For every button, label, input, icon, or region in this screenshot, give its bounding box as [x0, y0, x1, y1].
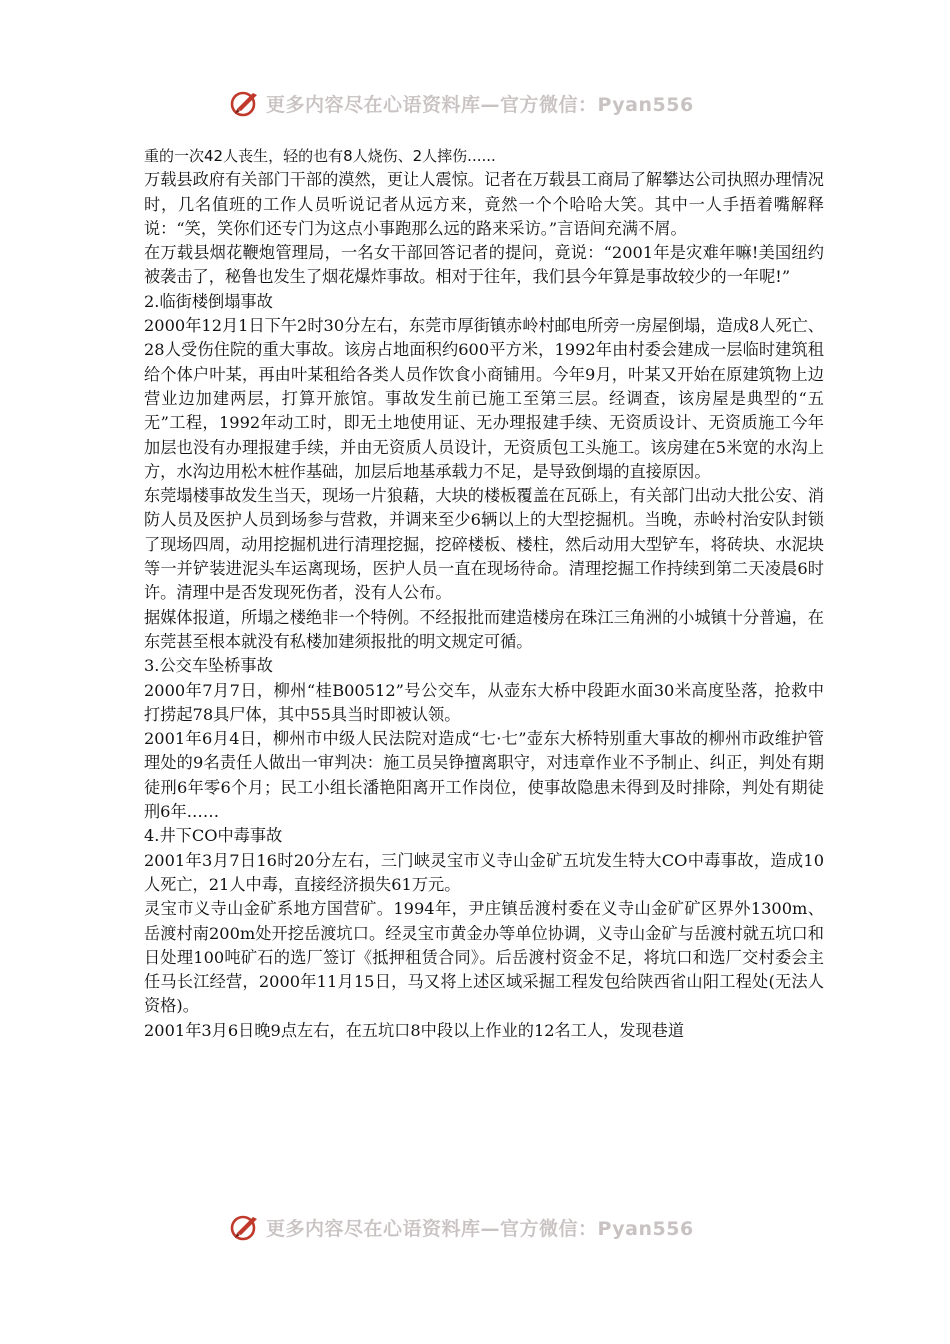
pen-logo-icon	[228, 1210, 262, 1244]
footer-watermark	[228, 1210, 748, 1244]
article-body	[144, 144, 824, 1043]
article-paragraph: 万载县政府有关部门干部的漠然，更让人震惊。记者在万载县工商局了解攀达公司执照办理情况时，几名值班的工作人员听说记者从远方来，竟然一个个哈哈大笑。其中一人手捂着嘴解释说：“笑，笑你们还专门为这点小事跑那么远的路来采访。”言语间充满不屑。	[144, 170, 824, 238]
header-watermark-text: 更多内容尽在心语资料库—官方微信：Pyan556	[266, 93, 694, 116]
article-paragraph: 2000年7月7日，柳州“桂B00512”号公交车，从壶东大桥中段距水面30米高度坠落，抢救中打捞起78具尸体，其中55具当时即被认领。	[144, 680, 824, 724]
header-watermark	[228, 86, 748, 120]
footer-watermark-text: 更多内容尽在心语资料库—官方微信：Pyan556	[266, 1217, 694, 1240]
article-paragraph: 2000年12月1日下午2时30分左右，东莞市厚街镇赤岭村邮电所旁一房屋倒塌，造成8人死亡、28人受伤住院的重大事故。该房占地面积约600平方米，1992年由村委会建成一层临时建筑租给个体户叶某，再由叶某租给各类人员作饮食小商铺用。今年9月，叶某又开始在原建筑物上边营业边加建两层，打算开旅馆。事故发生前已施工至第三层。经调查，该房屋是典型的“五无”工程，1992年动工时，即无土地使用证、无办理报建手续、无资质设计、无资质施工今年加层也没有办理报建手续，并由无资质人员设计，无资质包工头施工。该房建在5米宽的水沟上方，水沟边用松木桩作基础，加层后地基承载力不足，是导致倒塌的直接原因。	[144, 316, 824, 481]
article-paragraph: 灵宝市义寺山金矿系地方国营矿。1994年，尹庄镇岳渡村委在义寺山金矿矿区界外1300m、岳渡村南200m处开挖岳渡坑口。经灵宝市黄金办等单位协调，义寺山金矿与岳渡村就五坑口和日处理100吨矿石的选厂签订《抵押租赁合同》。后岳渡村资金不足，将坑口和选厂交村委会主任马长江经营，2000年11月15日，马又将上述区域采掘工程发包给陕西省山阳工程处(无法人资格)。	[144, 899, 824, 1016]
section-heading: 4.井下CO中毒事故	[144, 826, 283, 846]
pen-logo-icon	[228, 86, 262, 120]
section-heading: 3.公交车坠桥事故	[144, 656, 273, 676]
article-paragraph: 2001年3月7日16时20分左右，三门峡灵宝市义寺山金矿五坑发生特大CO中毒事故，造成10人死亡，21人中毒，直接经济损失61万元。	[144, 850, 824, 894]
article-paragraph: 2001年3月6日晚9点左右，在五坑口8中段以上作业的12名工人，发现巷道	[144, 1020, 685, 1040]
article-paragraph: 重的一次42人丧生，轻的也有8人烧伤、2人摔伤......	[144, 147, 496, 165]
article-paragraph: 据媒体报道，所塌之楼绝非一个特例。不经报批而建造楼房在珠江三角洲的小城镇十分普遍，在东莞甚至根本就没有私楼加建须报批的明文规定可循。	[144, 607, 824, 651]
article-paragraph: 在万载县烟花鞭炮管理局，一名女干部回答记者的提问，竟说：“2001年是灾难年嘛!美国纽约被袭击了，秘鲁也发生了烟花爆炸事故。相对于往年，我们县今年算是事故较少的一年呢!”	[144, 243, 824, 287]
article-paragraph: 东莞塌楼事故发生当天，现场一片狼藉，大块的楼板覆盖在瓦砾上，有关部门出动大批公安、消防人员及医护人员到场参与营救，并调来至少6辆以上的大型挖掘机。当晚，赤岭村治安队封锁了现场四周，动用挖掘机进行清理挖掘，挖碎楼板、楼柱，然后动用大型铲车，将砖块、水泥块等一并铲装进泥头车运离现场，医护人员一直在现场待命。清理挖掘工作持续到第二天凌晨6时许。清理中是否发现死伤者，没有人公布。	[144, 486, 824, 603]
section-heading: 2.临街楼倒塌事故	[144, 291, 273, 311]
article-paragraph: 2001年6月4日，柳州市中级人民法院对造成“七·七”壶东大桥特别重大事故的柳州市政维护管理处的9名责任人做出一审判决：施工员吴铮擅离职守，对违章作业不予制止、纠正，判处有期徒刑6年零6个月；民工小组长潘艳阳离开工作岗位，使事故隐患未得到及时排除，判处有期徒刑6年……	[144, 729, 824, 822]
